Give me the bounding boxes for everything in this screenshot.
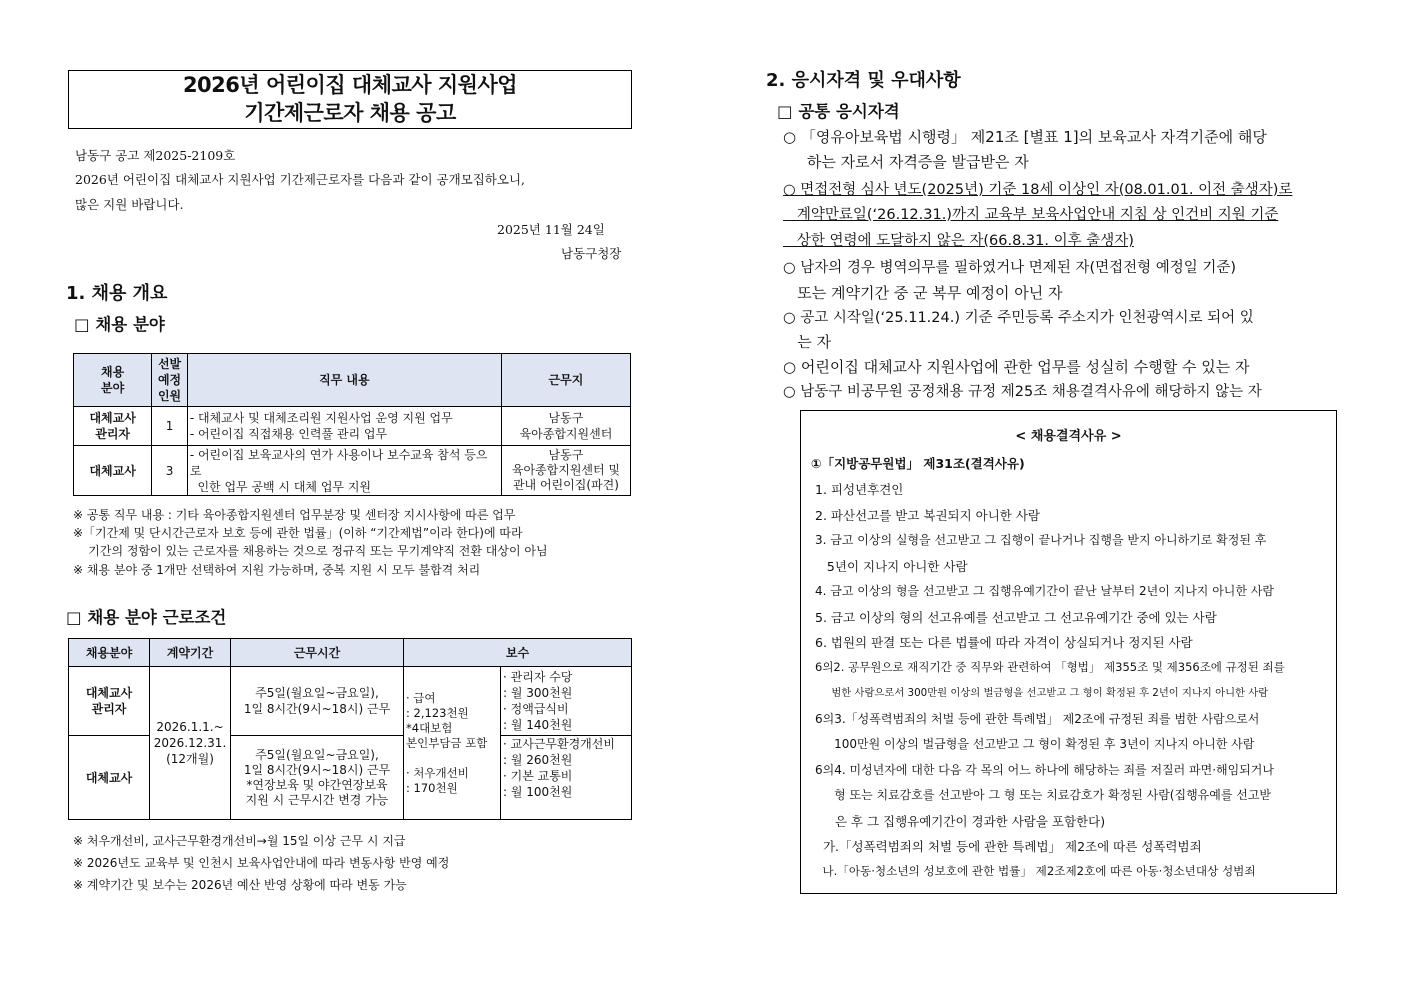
t1-row2-count: 3 [152, 446, 188, 496]
t1-row2-field: 대체교사 [74, 446, 152, 496]
duty-line: - 어린이집 직접채용 인력풀 관리 업무 [189, 427, 388, 441]
requirement-4b: 는 자 [783, 333, 832, 351]
box-line: 가.「성폭력범죄의 처벌 등에 관한 특례법」 제2조에 따른 성폭력범죄 [815, 839, 1202, 854]
box-line: 범한 사람으로서 300만원 이상의 벌금형을 선고받고 그 형이 확정된 후 2년이 지나지 아니한 사람 [815, 687, 1269, 699]
t1-header-field: 채용 분야 [74, 354, 152, 407]
requirement-5: ○ 어린이집 대체교사 지원사업에 관한 업무를 성실히 수행할 수 있는 자 [783, 358, 1250, 376]
requirement-4a: ○ 공고 시작일(‘25.11.24.) 기준 주민등록 주소지가 인천광역시로 되어 있 [783, 310, 1254, 326]
requirement-1b: 하는 자로서 자격증을 발급받은 자 [783, 153, 1029, 171]
section1-sub2: □ 채용 분야 근로조건 [66, 608, 227, 627]
box-line: 3. 금고 이상의 실형을 선고받고 그 집행이 끝나거나 집행을 받지 아니하기로 확정된 후 [815, 533, 1267, 547]
disqualification-box [800, 410, 1337, 894]
box-line: 100만원 이상의 벌금형을 선고받고 그 형이 확정된 후 3년이 지나지 아니한 사람 [815, 737, 1255, 751]
t1-row1-field: 대체교사 관리자 [74, 407, 152, 446]
box-title: < 채용결격사유 > [1015, 429, 1122, 444]
working-conditions-table [68, 638, 632, 820]
note-7: ※ 계약기간 및 보수는 2026년 예산 반영 상황에 따라 변동 가능 [73, 878, 407, 892]
box-line: 형 또는 치료감호를 선고받아 그 형 또는 치료감호가 확정된 사람(집행유예를 선고받 [815, 788, 1272, 802]
t1-header-count: 선발 예정 인원 [152, 354, 188, 407]
requirement-2b: 계약만료일(‘26.12.31.)까지 교육부 보육사업안내 지침 상 인건비 지원 기준 [783, 207, 1279, 223]
document-title-box [68, 70, 632, 129]
t2-period: 2026.1.1.~ 2026.12.31. (12개월) [150, 667, 231, 820]
t2-row2-hours: 주5일(월요일~금요일), 1일 8시간(9시~18시) 근무 *연장보육 및 야간연장보육 지원 시 근무시간 변경 가능 [231, 736, 404, 820]
box-line: 5년이 지나지 아니한 사람 [815, 559, 968, 574]
note-1: ※ 공통 직무 내용 : 기타 육아종합지원센터 업무분장 및 센터장 지시사항에 따른 업무 [73, 508, 516, 522]
t1-header-place: 근무지 [501, 354, 630, 407]
section1-sub1: □ 채용 분야 [74, 315, 165, 334]
t2-header-period: 계약기간 [150, 639, 231, 667]
box-line: 4. 금고 이상의 형을 선고받고 그 집행유예기간이 끝난 날부터 2년이 지나지 아니한 사람 [815, 584, 1274, 598]
note-6: ※ 2026년도 교육부 및 인천시 보육사업안내에 따라 변동사항 반영 예정 [73, 856, 450, 870]
title-line-2: 기간제근로자 채용 공고 [244, 101, 456, 125]
section2-heading: 2. 응시자격 및 우대사항 [766, 70, 961, 91]
note-5: ※ 처우개선비, 교사근무환경개선비→월 15일 이상 근무 시 지급 [73, 834, 406, 848]
table-row [74, 446, 631, 496]
box-line: 6의3.「성폭력범죄의 처벌 등에 관한 특례법」 제2조에 규정된 죄를 범한 사람으로서 [815, 712, 1260, 726]
t1-row1-place: 남동구 육아종합지원센터 [501, 407, 630, 446]
requirement-1a: ○ 「영유아보육법 시행령」 제21조 [별표 1]의 보육교사 자격기준에 해당 [783, 128, 1267, 146]
t2-row2-field: 대체교사 [69, 736, 150, 820]
requirement-2c: 상한 연령에 도달하지 않은 자(66.8.31. 이후 출생자) [783, 233, 1134, 249]
section2-sub: □ 공통 응시자격 [777, 102, 900, 121]
requirement-6: ○ 남동구 비공무원 공정채용 규정 제25조 채용결격사유에 해당하지 않는 자 [783, 384, 1262, 400]
t1-row2-duties [187, 446, 501, 496]
section1-heading: 1. 채용 개요 [66, 283, 168, 304]
t1-header-duties: 직무 내용 [187, 354, 501, 407]
t2-row1-field: 대체교사 관리자 [69, 667, 150, 736]
requirement-3b: 또는 계약기간 중 군 복무 예정이 아닌 자 [783, 284, 1063, 302]
t2-row1-hours: 주5일(월요일~금요일), 1일 8시간(9시~18시) 근무 [231, 667, 404, 736]
t2-header-pay: 보수 [404, 639, 632, 667]
t2-row2-pay: · 교사근무환경개선비 : 월 260천원 · 기본 교통비 : 월 100천원 [501, 736, 632, 820]
t1-row2-place: 남동구 육아종합지원센터 및 관내 어린이집(파견) [501, 446, 630, 496]
t2-pay-common: · 급여 : 2,123천원 *4대보험 본인부담금 포함 · 처우개선비 : 170천원 [404, 667, 501, 820]
notice-body-1: 2026년 어린이집 대체교사 지원사업 기간제근로자를 다음과 같이 공개모집하오니, [75, 172, 525, 187]
table-row [74, 407, 631, 446]
title-line-1: 2026년 어린이집 대체교사 지원사업 [182, 73, 518, 97]
notice-number: 남동구 공고 제2025-2109호 [75, 148, 236, 163]
t1-row1-duties [187, 407, 501, 446]
box-line: 6. 법원의 판결 또는 다른 법률에 따라 자격이 상실되거나 정지된 사람 [815, 635, 1193, 650]
note-2: ※「기간제 및 단시간근로자 보호 등에 관한 법률」(이하 “기간제법”이라 한다)에 따라 [73, 526, 523, 540]
duty-line: - 어린이집 보육교사의 연가 사용이나 보수교육 참석 등으로 [189, 447, 488, 478]
notice-body-2: 많은 지원 바랍니다. [75, 197, 184, 212]
duty-line: - 대체교사 및 대체조리원 지원사업 운영 지원 업무 [189, 411, 453, 425]
t2-row1-pay: · 관리자 수당 : 월 300천원 · 정액급식비 : 월 140천원 [501, 667, 632, 736]
notice-issuer: 남동구청장 [561, 246, 622, 261]
box-line: 나.「아동·청소년의 성보호에 관한 법률」 제2조제2호에 따른 아동·청소년대상 성범죄 [815, 864, 1256, 878]
note-3: 기간의 정함이 있는 근로자를 채용하는 것으로 정규직 또는 무기계약직 전환 대상이 아님 [73, 544, 548, 558]
box-line: 1. 피성년후견인 [815, 482, 904, 497]
box-line: 6의4. 미성년자에 대한 다음 각 목의 어느 하나에 해당하는 죄를 저질러 파면·해임되거나 [815, 763, 1274, 777]
box-line: 은 후 그 집행유예기간이 경과한 사람을 포함한다) [815, 814, 1106, 829]
requirement-2a: ○ 면접전형 심사 년도(2025년) 기준 18세 이상인 자(08.01.01. 이전 출생자)로 [783, 182, 1293, 198]
recruitment-field-table [73, 353, 631, 496]
box-line: 5. 금고 이상의 형의 선고유예를 선고받고 그 선고유예기간 중에 있는 사람 [815, 610, 1217, 625]
note-4: ※ 채용 분야 중 1개만 선택하여 지원 가능하며, 중복 지원 시 모두 불합격 처리 [73, 563, 481, 577]
t1-row1-count: 1 [152, 407, 188, 446]
t2-header-hours: 근무시간 [231, 639, 404, 667]
duty-line: 인한 업무 공백 시 대체 업무 지원 [189, 479, 372, 494]
notice-date: 2025년 11월 24일 [497, 222, 605, 237]
box-line: 6의2. 공무원으로 재직기간 중 직무와 관련하여 「형법」 제355조 및 제356조에 규정된 죄를 [815, 660, 1285, 674]
box-law: ①「지방공무원법」 제31조(결격사유) [811, 456, 1025, 471]
requirement-3a: ○ 남자의 경우 병역의무를 필하였거나 면제된 자(면접전형 예정일 기준) [783, 260, 1237, 276]
t2-header-field: 채용분야 [69, 639, 150, 667]
box-line: 2. 파산선고를 받고 복권되지 아니한 사람 [815, 508, 1040, 523]
